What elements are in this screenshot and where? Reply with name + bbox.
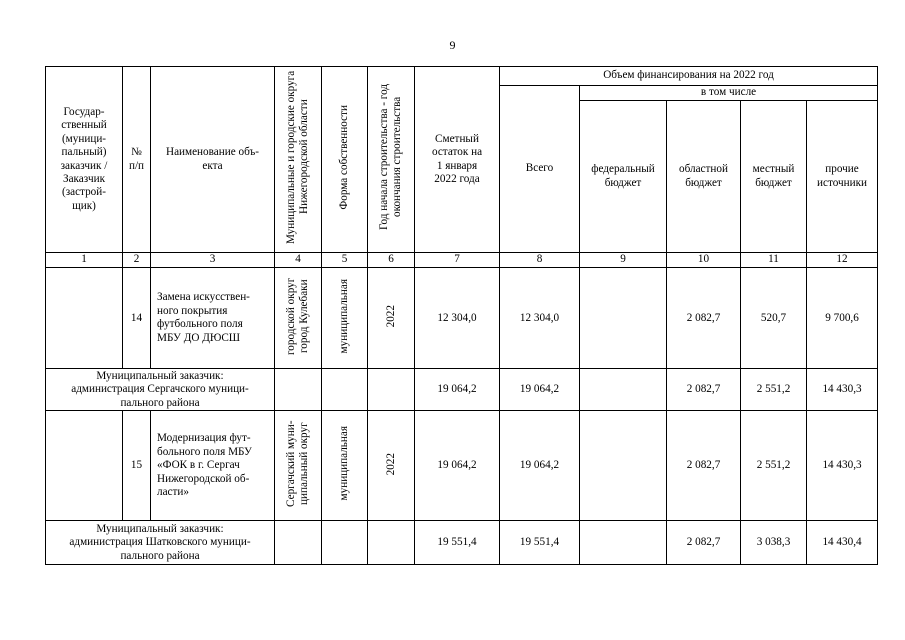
empty-cell <box>368 369 415 411</box>
other: 14 430,3 <box>807 369 878 411</box>
regional: 2 082,7 <box>667 411 741 521</box>
district-cell <box>275 268 322 369</box>
local: 520,7 <box>741 268 807 369</box>
header-number: № п/п <box>123 67 151 253</box>
financing-table <box>45 66 878 565</box>
header-other: прочие источники <box>807 101 878 253</box>
balance: 19 064,2 <box>415 411 500 521</box>
table-row <box>46 521 878 565</box>
district: Сергачский муни-ципальный округ <box>285 420 310 507</box>
regional: 2 082,7 <box>667 521 741 565</box>
header-local: местный бюджет <box>741 101 807 253</box>
header-districts-cell <box>275 67 322 253</box>
object-name: Модернизация фут- больного поля МБУ «ФОК в г. Сергач Нижегородской об- ласти» <box>151 411 275 521</box>
object-name: Замена искусствен- ного покрытия футбольного поля МБУ ДО ДЮСШ <box>151 268 275 369</box>
table-row <box>46 268 878 369</box>
local: 2 551,2 <box>741 411 807 521</box>
column-number: 6 <box>368 253 415 268</box>
column-number: 10 <box>667 253 741 268</box>
local: 3 038,3 <box>741 521 807 565</box>
table-row <box>46 369 878 411</box>
other: 14 430,3 <box>807 411 878 521</box>
balance: 19 551,4 <box>415 521 500 565</box>
empty-cell <box>322 369 368 411</box>
header-including-group: в том числе <box>580 86 878 101</box>
municipal-customer: Муниципальный заказчик: администрация Шатковского муници- пального района <box>46 521 275 565</box>
header-row-1 <box>46 67 878 86</box>
empty-cell <box>322 521 368 565</box>
header-ownership-cell <box>322 67 368 253</box>
municipal-customer: Муниципальный заказчик: администрация Сергачского муници- пального района <box>46 369 275 411</box>
header-balance: Сметный остаток на 1 января 2022 года <box>415 67 500 253</box>
ownership-cell <box>322 268 368 369</box>
column-number: 3 <box>151 253 275 268</box>
district-cell <box>275 411 322 521</box>
total: 19 064,2 <box>500 411 580 521</box>
ownership: муниципальная <box>338 278 351 354</box>
header-regional: областной бюджет <box>667 101 741 253</box>
other: 9 700,6 <box>807 268 878 369</box>
row-number: 14 <box>123 268 151 369</box>
construction-year: 2022 <box>384 452 397 475</box>
header-districts: Муниципальные и городские округа Нижегородской области <box>285 70 310 244</box>
year-cell <box>368 411 415 521</box>
district: городской округ город Кулебаки <box>285 277 310 355</box>
column-number: 7 <box>415 253 500 268</box>
year-cell <box>368 268 415 369</box>
balance: 19 064,2 <box>415 369 500 411</box>
customer-cell <box>46 268 123 369</box>
customer-cell <box>46 411 123 521</box>
column-number: 1 <box>46 253 123 268</box>
federal <box>580 411 667 521</box>
column-number: 2 <box>123 253 151 268</box>
column-number: 5 <box>322 253 368 268</box>
header-customer: Государ- ственный (муници- пальный) заказчик / Заказчик (застрой- щик) <box>46 67 123 253</box>
header-years: Год начала строительства - год окончания строительства <box>378 84 403 231</box>
empty-cell <box>275 369 322 411</box>
local: 2 551,2 <box>741 369 807 411</box>
total: 12 304,0 <box>500 268 580 369</box>
column-number: 8 <box>500 253 580 268</box>
empty-cell <box>275 521 322 565</box>
column-number: 9 <box>580 253 667 268</box>
regional: 2 082,7 <box>667 369 741 411</box>
regional: 2 082,7 <box>667 268 741 369</box>
column-number: 11 <box>741 253 807 268</box>
other: 14 430,4 <box>807 521 878 565</box>
row-number: 15 <box>123 411 151 521</box>
table-row <box>46 411 878 521</box>
header-funding-group: Объем финансирования на 2022 год <box>500 67 878 86</box>
total: 19 551,4 <box>500 521 580 565</box>
empty-cell <box>368 521 415 565</box>
construction-year: 2022 <box>384 304 397 328</box>
total: 19 064,2 <box>500 369 580 411</box>
ownership: муниципальная <box>338 426 351 501</box>
page-number: 9 <box>449 38 456 52</box>
column-number: 4 <box>275 253 322 268</box>
header-object-name: Наименование объ- екта <box>151 67 275 253</box>
federal <box>580 268 667 369</box>
federal <box>580 369 667 411</box>
header-years-cell <box>368 67 415 253</box>
column-numbers-row <box>46 253 878 268</box>
ownership-cell <box>322 411 368 521</box>
balance: 12 304,0 <box>415 268 500 369</box>
header-federal: федеральный бюджет <box>580 101 667 253</box>
header-ownership: Форма собственности <box>338 104 351 210</box>
federal <box>580 521 667 565</box>
header-total: Всего <box>500 86 580 253</box>
column-number: 12 <box>807 253 878 268</box>
